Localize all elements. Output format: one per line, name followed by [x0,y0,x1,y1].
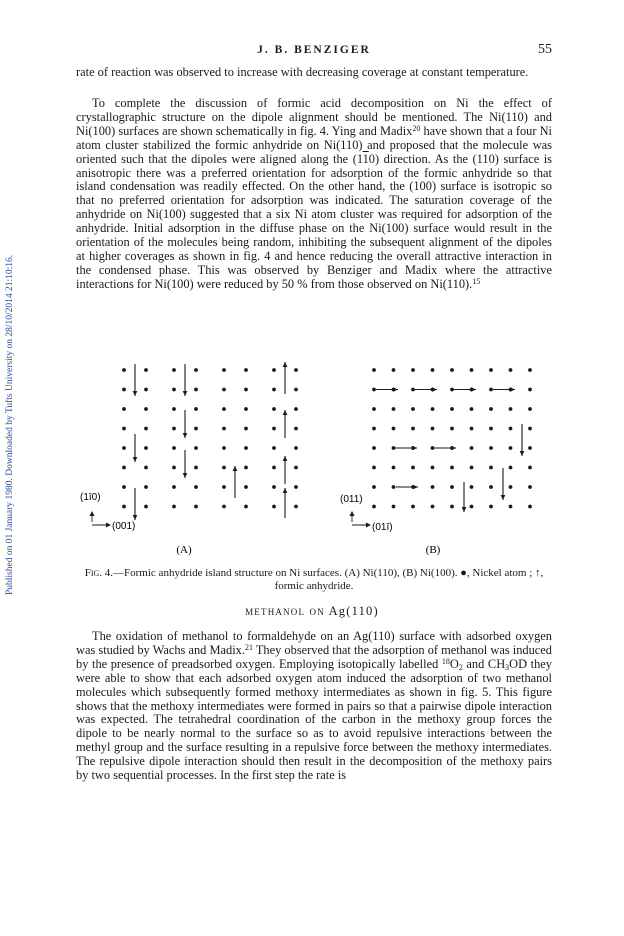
nickel-atom [294,368,298,372]
p2-overbar-digit: 1 [362,151,369,166]
nickel-atom [272,388,276,392]
nickel-atom [294,466,298,470]
nickel-atom [294,485,298,489]
nickel-atom [244,427,248,431]
nickel-atom [450,368,454,372]
p2-part-a: To complete the discussion of formic acid decomposition on Ni the effect of crystallographic structure on the dipole alignment should be mentioned. The Ni(110) and Ni(100) surfaces are shown schematically in fig. 4. Ying and Madix [76,96,552,138]
p3-part-d: and CH [462,656,506,671]
panel-b-axis-y-label: (011) [340,494,363,505]
nickel-atom [122,505,126,509]
nickel-atom [244,407,248,411]
panel-b-ni100 [372,368,532,512]
p3-part-a: The oxidation of methanol to formaldehyde on an Ag(110) surface with adsorbed oxygen was studied by Wachs and Madix. [76,629,552,657]
nickel-atom [272,485,276,489]
nickel-atom [244,466,248,470]
nickel-atom [222,368,226,372]
nickel-atom [194,505,198,509]
nickel-atom [470,485,474,489]
anhydride-arrowhead [283,456,288,461]
nickel-atom [528,368,532,372]
anhydride-arrowhead [501,495,506,500]
nickel-atom [372,388,376,392]
nickel-atom [450,485,454,489]
p3-part-e: OD they were able to show that each adsorbed oxygen atom induced the adsorption of two methanol molecules which subsequently formed methoxy intermediates as shown in fig. 5. This figure shows that the methoxy intermediates were formed in pairs so that a pairwise dipole interaction was expected. The tetrahedral coordination of the carbon in the methoxy group forces the dipole to be nearly normal to the surface so as to avoid repulsive interactions between the methyl group and the surface resulting in a repulsive force between the methoxy intermediates. The repulsive dipole interaction should then result in the decomposition of the methoxy pairs by two sequential processes. In the first step the rate is [76,656,552,783]
nickel-atom [450,407,454,411]
nickel-atom [528,446,532,450]
caption-text: —Formic anhydride island structure on Ni surfaces. (A) Ni(110), (B) Ni(100). ●, Nickel atom ; ↑, formic anhydride. [113,567,544,592]
section-heading-suffix: Ag(110) [328,604,379,618]
nickel-atom [372,505,376,509]
anhydride-arrowhead [520,451,525,456]
anhydride-arrowhead [451,446,456,451]
panel-a-axis-y-label: (1ī0) [80,492,101,503]
nickel-atom [194,368,198,372]
ref-15: 15 [472,276,481,286]
nickel-atom [431,407,435,411]
nickel-atom [222,466,226,470]
anhydride-arrowhead [133,515,138,520]
nickel-atom [122,485,126,489]
nickel-atom [222,407,226,411]
nickel-atom [411,427,415,431]
panel-a-ni110 [122,362,298,520]
anhydride-arrowhead [233,466,238,471]
figure-4-caption [80,567,548,593]
nickel-atom [194,388,198,392]
nickel-atom [509,505,513,509]
o2-subscript: 2 [458,662,463,672]
nickel-atom [509,485,513,489]
nickel-atom [411,407,415,411]
running-head-author: J. B. BENZIGER [257,44,371,56]
nickel-atom [294,505,298,509]
panel-b-label: (B) [425,544,441,556]
anhydride-arrowhead [133,457,138,462]
nickel-atom [431,466,435,470]
anhydride-arrowhead [133,391,138,396]
nickel-atom [172,427,176,431]
page-number: 55 [538,42,552,57]
nickel-atom [372,407,376,411]
nickel-atom [431,505,435,509]
nickel-atom [122,388,126,392]
nickel-atom [122,466,126,470]
nickel-atom [194,485,198,489]
nickel-atom [222,485,226,489]
nickel-atom [470,505,474,509]
nickel-atom [450,505,454,509]
nickel-atom [489,485,493,489]
panel-a-label: (A) [176,544,192,556]
anhydride-arrowhead [412,446,417,451]
p3-part-c: O [449,656,459,671]
nickel-atom [194,427,198,431]
nickel-atom [294,446,298,450]
anhydride-arrowhead [413,485,418,490]
nickel-atom [372,368,376,372]
nickel-atom [122,446,126,450]
nickel-atom [222,427,226,431]
nickel-atom [372,427,376,431]
nickel-atom [528,388,532,392]
nickel-atom [528,427,532,431]
nickel-atom [144,427,148,431]
anhydride-arrowhead [471,387,476,392]
anhydride-arrowhead [462,507,467,512]
nickel-atom [172,446,176,450]
figure-4-diagram [76,350,552,565]
nickel-atom [144,505,148,509]
nickel-atom [411,505,415,509]
nickel-atom [528,466,532,470]
nickel-atom [470,427,474,431]
nickel-atom [372,485,376,489]
nickel-atom [411,388,415,392]
caption-label: Fig. 4. [84,567,114,579]
paragraph-formic-acid [76,97,552,292]
nickel-atom [431,368,435,372]
nickel-atom [528,505,532,509]
nickel-atom [392,505,396,509]
nickel-atom [272,466,276,470]
nickel-atom [272,407,276,411]
nickel-atom [294,407,298,411]
nickel-atom [392,466,396,470]
nickel-atom [272,427,276,431]
nickel-atom [489,388,493,392]
sidebar-text: Published on 01 January 1980. Downloaded by Tufts University on 28/10/2014 21:10:16. [5,254,15,595]
nickel-atom [244,485,248,489]
nickel-atom [272,505,276,509]
panel-a-axis-x-label: (001) [112,521,136,532]
nickel-atom [509,368,513,372]
nickel-atom [392,485,396,489]
nickel-atom [372,446,376,450]
nickel-atom [489,407,493,411]
nickel-atom [194,407,198,411]
nickel-atom [489,427,493,431]
paragraph-methanol [76,630,552,783]
running-header [76,40,552,60]
nickel-atom [244,368,248,372]
nickel-atom [172,388,176,392]
anhydride-arrowhead [183,473,188,478]
nickel-atom [528,407,532,411]
ch3-subscript: 3 [505,662,510,672]
nickel-atom [172,368,176,372]
nickel-atom [222,446,226,450]
panel-b-axes [340,494,441,556]
nickel-atom [244,446,248,450]
nickel-atom [470,368,474,372]
nickel-atom [272,446,276,450]
ref-21: 21 [244,642,253,652]
nickel-atom [450,388,454,392]
nickel-atom [172,505,176,509]
nickel-atom [122,407,126,411]
nickel-atom [172,466,176,470]
nickel-atom [411,466,415,470]
anhydride-arrowhead [432,387,437,392]
nickel-atom [122,427,126,431]
section-heading [0,604,624,619]
anhydride-arrowhead [510,387,515,392]
nickel-atom [144,388,148,392]
anhydride-arrowhead [393,387,398,392]
nickel-atom [172,485,176,489]
nickel-atom [450,466,454,470]
nickel-atom [222,505,226,509]
nickel-atom [528,485,532,489]
nickel-atom [372,466,376,470]
nickel-atom [509,446,513,450]
nickel-atom [392,368,396,372]
nickel-atom [450,427,454,431]
sidebar-download-notice [2,175,16,595]
nickel-atom [194,446,198,450]
p2-part-b: have shown that a four Ni atom cluster stabilized the formic anhydride on Ni(110) and proposed that the molecule was oriented such that the dipoles were aligned along the (1 [76,123,552,166]
nickel-atom [194,466,198,470]
nickel-atom [509,466,513,470]
ref-20: 20 [412,123,421,133]
panel-b-axis-x-label: (01ī) [372,522,393,533]
nickel-atom [244,388,248,392]
panel-a-axes [80,492,192,556]
nickel-atom [489,446,493,450]
p2-part-b2: 0) direction. As the (110) surface is anisotropic there was a preferred orientation for adsorption of the formic anhydride so that island condensation was readily effected. On the other hand, the (100) surface is isotropic so that no preferred orientation for adsorption was indicated. The saturation coverage of the anhydride on Ni(100) suggested that a six Ni atom cluster was required for adsorption of the anhydride. Initial adsorption in the diffuse phase on the Ni(100) surface would result in the orientation of the molecules being random, inhibiting the subsequent alignment of the dipoles at higher coverages as shown in fig. 4 and hence reducing the overall attractive interaction in the condensed phase. This was observed by Benziger and Madix where the attractive interactions for Ni(100) were reduced by 50 % from those observed on Ni(110). [76,151,552,291]
nickel-atom [509,407,513,411]
nickel-atom [470,407,474,411]
nickel-atom [272,368,276,372]
nickel-atom [509,427,513,431]
nickel-atom [392,407,396,411]
anhydride-arrowhead [283,410,288,415]
anhydride-arrowhead [283,362,288,367]
anhydride-arrowhead [283,488,288,493]
nickel-atom [431,446,435,450]
nickel-atom [489,505,493,509]
nickel-atom [431,485,435,489]
nickel-atom [294,427,298,431]
p3-part-b: They observed that the adsorption of methanol was induced by the presence of preadsorbed oxygen. Employing isotopically labelled [76,642,552,671]
nickel-atom [392,427,396,431]
nickel-atom [294,388,298,392]
anhydride-arrowhead [183,391,188,396]
nickel-atom [489,466,493,470]
nickel-atom [222,388,226,392]
nickel-atom [411,368,415,372]
nickel-atom [470,446,474,450]
nickel-atom [144,466,148,470]
nickel-atom [392,446,396,450]
figure-4 [76,350,552,565]
nickel-atom [144,368,148,372]
nickel-atom [431,427,435,431]
anhydride-arrowhead [183,433,188,438]
nickel-atom [122,368,126,372]
nickel-atom [144,485,148,489]
paragraph-continued: rate of reaction was observed to increase with decreasing coverage at constant temperature. [76,65,529,79]
nickel-atom [172,407,176,411]
nickel-atom [489,368,493,372]
nickel-atom [144,446,148,450]
isotope-mass: 18 [441,656,450,666]
nickel-atom [144,407,148,411]
nickel-atom [244,505,248,509]
nickel-atom [470,466,474,470]
section-heading-prefix: methanol on [245,604,325,618]
